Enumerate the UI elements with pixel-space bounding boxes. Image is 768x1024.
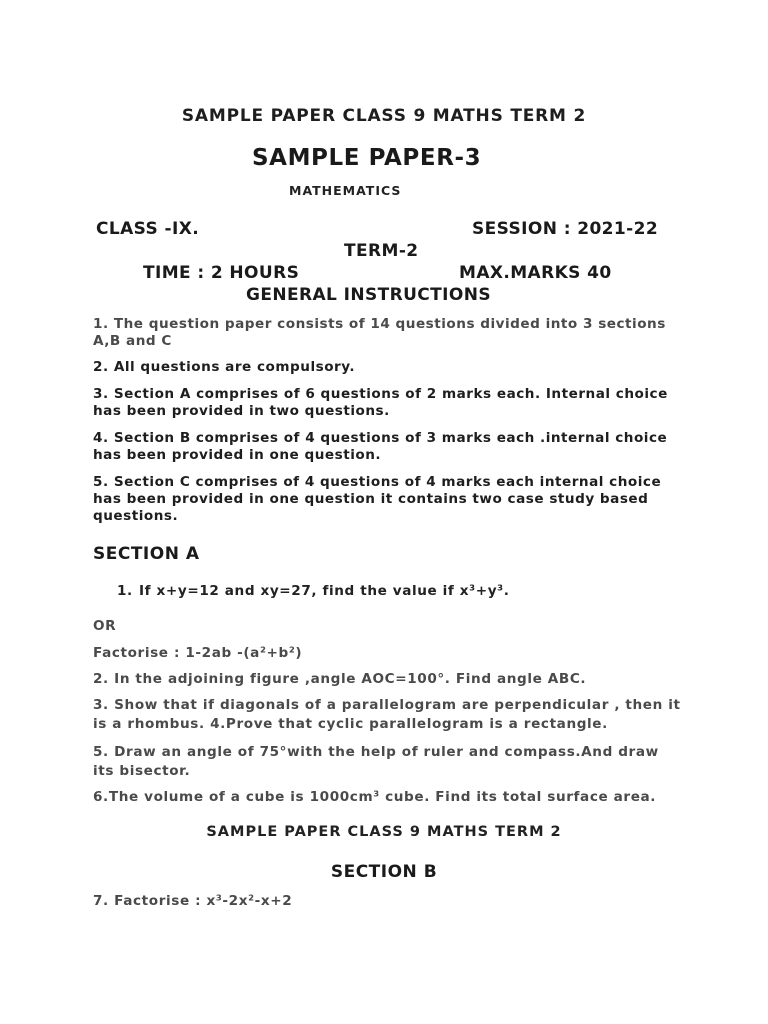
instruction-item-4: 4. Section B comprises of 4 questions of 3 marks each .internal choice has been provided in one question. [93, 430, 668, 463]
instructions-heading: GENERAL INSTRUCTIONS [246, 285, 492, 305]
section-b-title: SECTION B [330, 862, 438, 882]
max-marks-label: MAX.MARKS 40 [459, 263, 612, 283]
instruction-item-2: 2. All questions are compulsory. [93, 359, 356, 375]
question-5: 5. Draw an angle of 75°with the help of ruler and compass.And draw its bisector. [93, 744, 659, 779]
instruction-item-5: 5. Section C comprises of 4 questions of 4 marks each internal choice has been provided in one question it contains two case study based questions. [93, 474, 662, 524]
instruction-item-1: 1. The question paper consists of 14 questions divided into 3 sections A,B and C [93, 316, 666, 349]
question-1: If x+y=12 and xy=27, find the value if x³+y³. [139, 583, 510, 599]
class-label: CLASS -IX. [96, 219, 200, 239]
top-title: SAMPLE PAPER CLASS 9 MATHS TERM 2 [181, 106, 587, 126]
term-label: TERM-2 [344, 241, 419, 261]
question-7: 7. Factorise : x³-2x²-x+2 [93, 893, 293, 909]
question-1-number: 1. [117, 583, 133, 599]
question-3-4: 3. Show that if diagonals of a parallelogram are perpendicular , then it is a rhombus. 4.Prove that cyclic parallelogram is a rectangle. [93, 697, 681, 732]
paper-title: SAMPLE PAPER-3 [252, 145, 482, 171]
question-2: 2. In the adjoining figure ,angle AOC=100°. Find angle ABC. [93, 671, 587, 687]
question-1-alternative: Factorise : 1-2ab -(a²+b²) [93, 645, 303, 661]
section-a-title: SECTION A [93, 544, 200, 564]
or-label: OR [93, 618, 117, 634]
repeat-title: SAMPLE PAPER CLASS 9 MATHS TERM 2 [206, 824, 562, 840]
subject-label: MATHEMATICS [289, 183, 402, 198]
session-label: SESSION : 2021-22 [472, 219, 659, 239]
time-label: TIME : 2 HOURS [143, 263, 300, 283]
question-6: 6.The volume of a cube is 1000cm³ cube. Find its total surface area. [93, 789, 657, 805]
instruction-item-3: 3. Section A comprises of 6 questions of 2 marks each. Internal choice has been provided in two questions. [93, 386, 668, 419]
